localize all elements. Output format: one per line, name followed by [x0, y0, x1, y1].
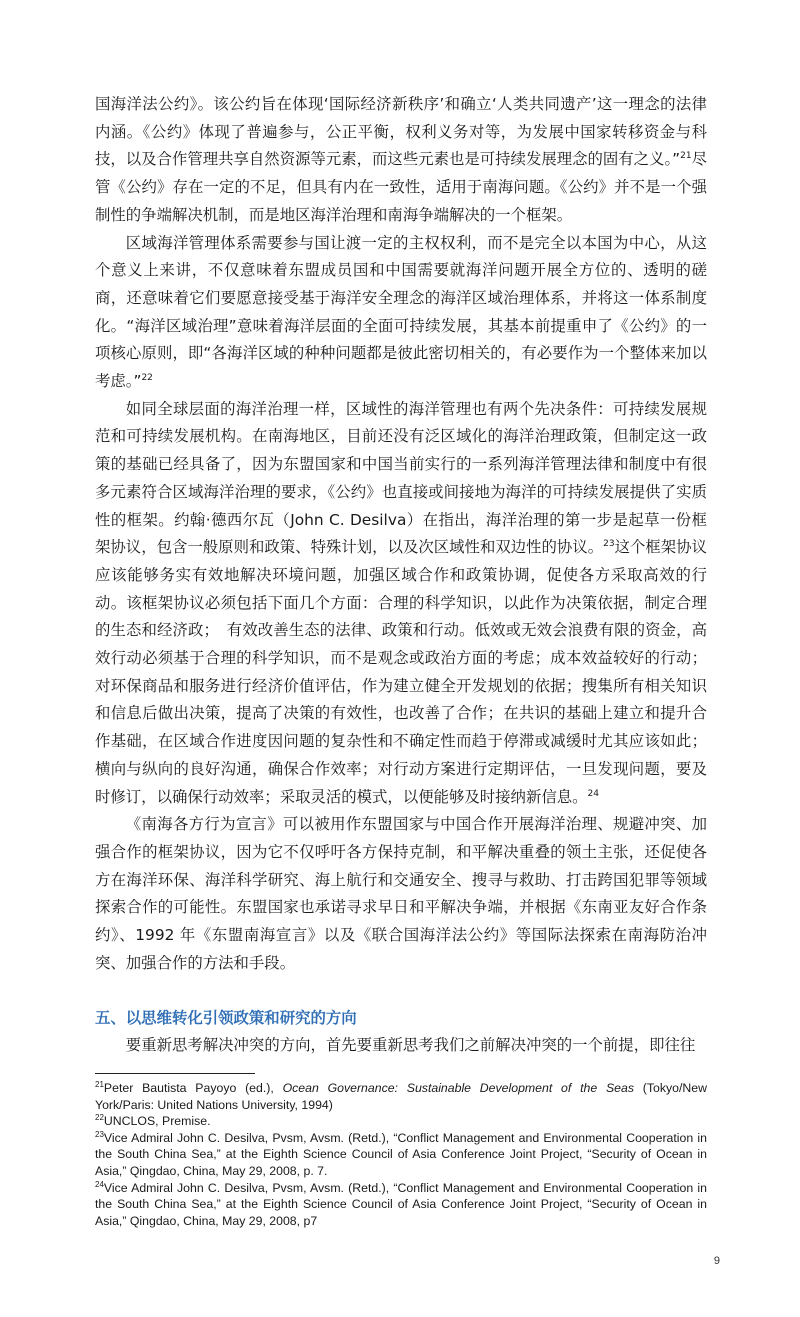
footnote-22-text: UNCLOS, Premise.: [103, 1114, 211, 1129]
footnote-24-text: Vice Admiral John C. Desilva, Pvsm, Avsm. (Retd.), “Conflict Management and Environmental Cooperation in the South China Sea,” at the Eighth Science Council of Asia Conference Joint Project, “Security of Ocean in Asia,” Qingdao, China, May 29, 2008, p7: [95, 1180, 707, 1228]
footnote-21-author: Peter Bautista Payoyo (ed.),: [103, 1081, 283, 1095]
paragraph-5: [95, 1032, 707, 1060]
footnotes: [95, 1080, 707, 1229]
footnote-21-title: Ocean Governance: Sustainable Development of the Seas: [282, 1081, 634, 1095]
footnote-22-number: 22: [95, 1113, 104, 1123]
footnote-divider: [95, 1073, 255, 1074]
paragraph-2-text: 区域海洋管理体系需要参与国让渡一定的主权权利，而不是完全以本国为中心，从这个意义上来讲，不仅意味着东盟成员国和中国需要就海洋问题开展全方位的、透明的磋商，还意味着它们要愿意接受基于海洋安全理念的海洋区域治理体系，并将这一体系制度化。“海洋区域治理”意味着海洋层面的全面可持续发展，其基本前提重申了《公约》的一项核心原则，即“各海洋区域的种种问题都是彼此密切相关的，有必要作为一个整体来加以考虑。”: [95, 233, 707, 391]
footnote-23-number: 23: [95, 1129, 104, 1139]
footnote-21-number: 21: [95, 1079, 104, 1089]
paragraph-5-text: 要重新思考解决冲突的方向，首先要重新思考我们之前解决冲突的一个前提，即往往: [125, 1036, 696, 1055]
main-text: [95, 91, 707, 1060]
section-heading: 五、以思维转化引领政策和研究的方向: [95, 1008, 357, 1027]
paragraph-1b-text: 尽管《公约》存在一定的不足，但具有内在一致性，适用于南海问题。《公约》并不是一个强制性的争端解决机制，而是地区海洋治理和南海争端解决的一个框架。: [95, 150, 707, 224]
footnote-21-rest: (Tokyo/New York/Paris: United Nations University, 1994): [95, 1081, 707, 1112]
paragraph-4-text: 《南海各方行为宣言》可以被用作东盟国家与中国合作开展海洋治理、规避冲突、加强合作的框架协议，因为它不仅呼吁各方保持克制，和平解决重叠的领土主张，还促使各方在海洋环保、海洋科学研究、海上航行和交通安全、搜寻与救助、打击跨国犯罪等领域探索合作的可能性。东盟国家也承诺寻求早日和平解决争端，并根据《东南亚友好合作条约》、1992 年《东盟南海宣言》以及《联合国海洋法公约》等国际法探索在南海防治冲突、加强合作的方法和手段。: [95, 815, 707, 972]
paragraph-2: [95, 230, 707, 396]
footnote-23: [95, 1130, 707, 1180]
paragraph-3-text: 如同全球层面的海洋治理一样，区域性的海洋管理也有两个先决条件：可持续发展规范和可持续发展机构。在南海地区，目前还没有泛区域化的海洋治理政策，但制定这一政策的基础已经具备了，因为东盟国家和中国当前实行的一系列海洋管理法律和制度中有很多元素符合区域海洋治理的要求，《公约》也直接或间接地为海洋的可持续发展提供了实质性的框架。约翰·德西尔瓦（John C. Desilva）在指出，海洋治理的第一步是起草一份框架协议，包含一般原则和政策、特殊计划，以及次区域性和双边性的协议。: [95, 399, 707, 557]
footnote-ref-21: 21: [680, 151, 692, 162]
paragraph-1: [95, 91, 707, 230]
footnote-ref-23: 23: [603, 539, 615, 550]
footnote-ref-22: 22: [141, 372, 153, 383]
paragraph-3b-text: 这个框架协议应该能够务实有效地解决环境问题，加强区域合作和政策协调，促使各方采取高效的行动。该框架协议必须包括下面几个方面：合理的科学知识，以此作为决策依据，制定合理的生态和经济政； 有效改善生态的法律、政策和行动。低效或无效会浪费有限的资金，高效行动必须基于合理的科学知识，而不是观念或政治方面的考虑；成本效益较好的行动；对环保商品和服务进行经济价值评估，作为建立健全开发规划的依据；搜集所有相关知识和信息后做出决策，提高了决策的有效性，也改善了合作；在共识的基础上建立和提升合作基础，在区域合作进度因问题的复杂性和不确定性而趋于停滞或减缓时尤其应该如此；横向与纵向的良好沟通，确保合作效率；对行动方案进行定期评估，一旦发现问题，要及时修订，以确保行动效率；采取灵活的模式，以便能够及时接纳新信息。: [95, 538, 707, 806]
footnote-21: [95, 1080, 707, 1113]
paragraph-4: [95, 811, 707, 977]
footnote-24: [95, 1180, 707, 1230]
footnote-23-text: Vice Admiral John C. Desilva, Pvsm, Avsm. (Retd.), “Conflict Management and Environmental Cooperation in the South China Sea,” at the Eighth Science Council of Asia Conference Joint Project, “Security of Ocean in Asia,” Qingdao, China, May 29, 2008, p. 7.: [95, 1130, 707, 1178]
footnote-22: [95, 1113, 707, 1130]
paragraph-1-text: 国海洋法公约》。该公约旨在体现‘国际经济新秩序’和确立‘人类共同遗产’这一理念的法律内涵。《公约》体现了普遍参与，公正平衡，权利义务对等，为发展中国家转移资金与科技，以及合作管理共享自然资源等元素，而这些元素也是可持续发展理念的固有之义。”: [95, 95, 707, 169]
page-number: 9: [713, 1255, 720, 1267]
footnote-24-number: 24: [95, 1179, 104, 1189]
paragraph-3: [95, 396, 707, 812]
footnote-ref-24: 24: [587, 788, 599, 799]
